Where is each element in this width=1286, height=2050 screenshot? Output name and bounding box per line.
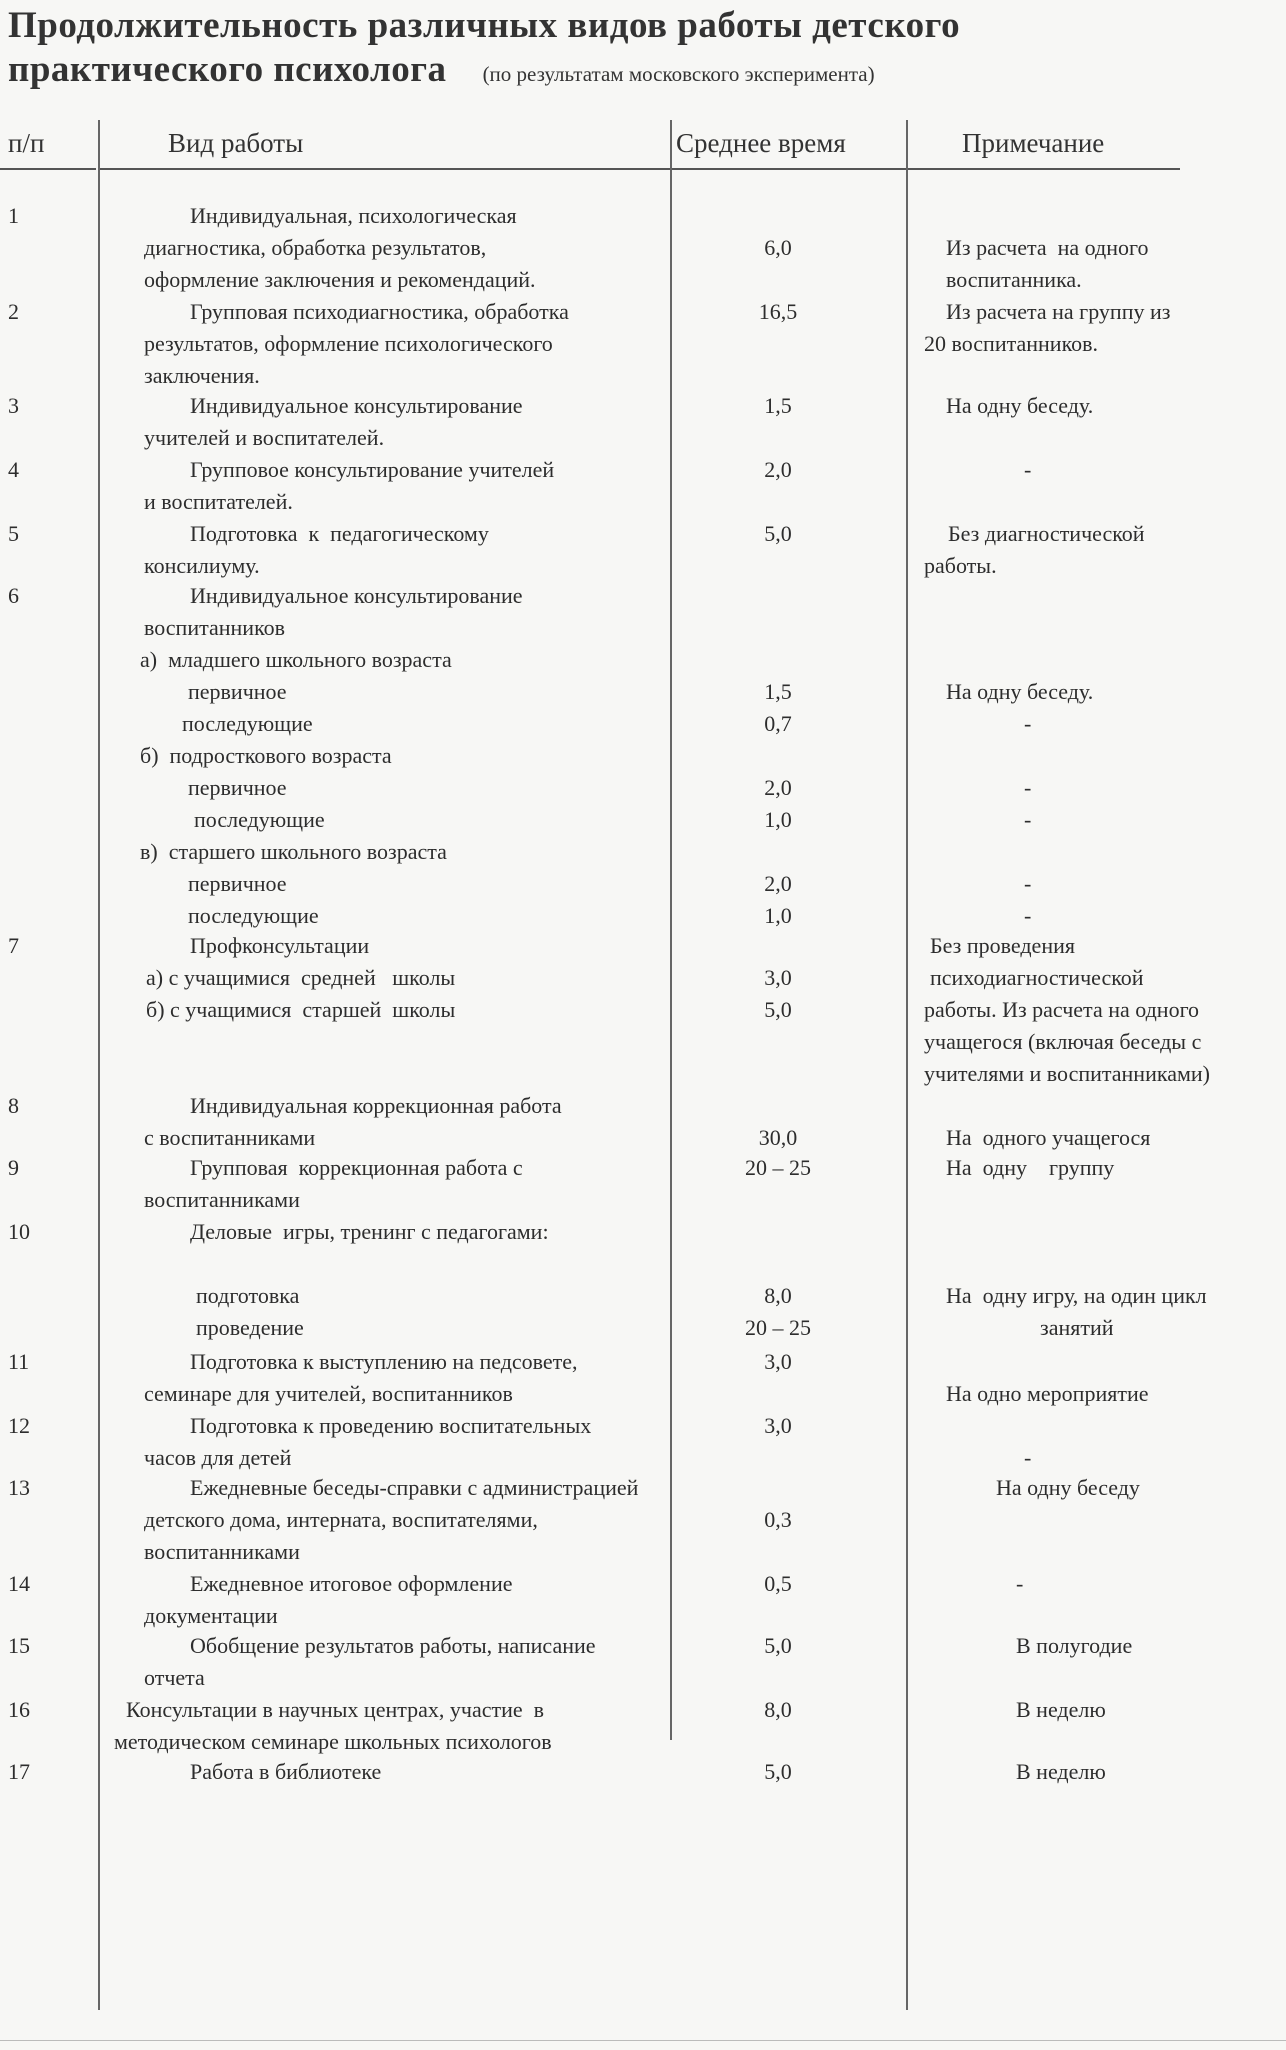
work-description-line: Индивидуальная, психологическая <box>190 203 517 228</box>
work-description-line: Подготовка к выступлению на педсовете, <box>190 1349 578 1374</box>
note-text: 20 воспитанников. <box>924 331 1099 356</box>
note-text: - <box>1024 807 1032 832</box>
work-description-line: Групповая коррекционная работа с <box>190 1155 523 1180</box>
row-number: 8 <box>8 1093 19 1118</box>
work-description-line: Консультации в научных центрах, участие в <box>126 1697 545 1722</box>
note-text: работы. Из расчета на одного <box>924 997 1200 1022</box>
average-time-value: 20 – 25 <box>745 1155 811 1180</box>
work-description-line: первичное <box>188 775 287 800</box>
row-number: 2 <box>8 299 19 324</box>
header-num: п/п <box>8 128 45 158</box>
average-time-value: 2,0 <box>764 871 792 896</box>
work-description-line: отчета <box>144 1665 205 1690</box>
row-number: 9 <box>8 1155 19 1180</box>
row-number: 16 <box>8 1697 30 1722</box>
note-text: учителями и воспитанниками) <box>924 1061 1210 1086</box>
column-divider-num <box>98 120 100 2010</box>
average-time-value: 8,0 <box>764 1697 792 1722</box>
work-description-line: Индивидуальная коррекционная работа <box>190 1093 562 1118</box>
note-text: воспитанника. <box>946 267 1082 292</box>
work-description-line: последующие <box>194 807 325 832</box>
work-description-line: воспитанниками <box>144 1539 300 1564</box>
average-time-value: 30,0 <box>758 1125 798 1150</box>
work-description-line: оформление заключения и рекомендаций. <box>144 267 536 292</box>
title-line-1: Продолжительность различных видов работы детского <box>8 5 961 46</box>
average-time-value: 16,5 <box>758 299 798 324</box>
note-text: психодиагностической <box>930 965 1144 990</box>
note-text: В неделю <box>1016 1759 1106 1784</box>
note-text: - <box>1024 457 1032 482</box>
row-number: 7 <box>8 933 19 958</box>
average-time-value: 2,0 <box>764 457 792 482</box>
average-time-value: 0,3 <box>764 1507 792 1532</box>
average-time-value: 1,5 <box>764 679 792 704</box>
work-description-line: с воспитанниками <box>144 1125 316 1150</box>
work-description-line: последующие <box>182 711 313 736</box>
note-text: - <box>1016 1571 1024 1596</box>
note-text: - <box>1024 711 1032 736</box>
average-time-value: 6,0 <box>764 235 792 260</box>
work-description-line: б) подросткового возраста <box>140 743 392 768</box>
note-text: Без проведения <box>930 933 1075 958</box>
average-time-value: 5,0 <box>764 1759 792 1784</box>
average-time-value: 2,0 <box>764 775 792 800</box>
average-time-value: 1,5 <box>764 393 792 418</box>
work-description-line: последующие <box>188 903 319 928</box>
subtitle: (по результатам московского эксперимента) <box>482 62 875 86</box>
average-time-value: 0,7 <box>764 711 792 736</box>
header-work: Вид работы <box>168 128 304 158</box>
work-description-line: результатов, оформление психологического <box>144 331 553 356</box>
work-description-line: учителей и воспитателей. <box>144 425 385 450</box>
row-number: 5 <box>8 521 19 546</box>
work-description-line: первичное <box>188 679 287 704</box>
note-text: На одну игру, на один цикл <box>946 1283 1207 1308</box>
row-number: 12 <box>8 1413 30 1438</box>
note-text: На одну беседу. <box>946 679 1094 704</box>
average-time-value: 1,0 <box>764 903 792 928</box>
note-text: На одну беседу <box>996 1475 1140 1500</box>
work-description-line: в) старшего школьного возраста <box>140 839 447 864</box>
note-text: В полугодие <box>1016 1633 1133 1658</box>
column-divider-time <box>906 120 908 2010</box>
work-description-line: Подготовка к проведению воспитательных <box>190 1413 592 1438</box>
note-text: Из расчета на группу из <box>946 299 1171 324</box>
note-text: - <box>1024 903 1032 928</box>
work-description-line: б) с учащимися старшей школы <box>146 997 456 1022</box>
title-block <box>8 4 960 96</box>
average-time-value: 20 – 25 <box>745 1315 811 1340</box>
note-text: - <box>1024 1445 1032 1470</box>
row-number: 3 <box>8 393 19 418</box>
header-note: Примечание <box>962 128 1105 158</box>
row-number: 11 <box>8 1349 30 1374</box>
work-description-line: Деловые игры, тренинг с педагогами: <box>190 1219 549 1244</box>
row-number: 13 <box>8 1475 30 1500</box>
work-description-line: диагностика, обработка результатов, <box>144 235 487 260</box>
work-description-line: Групповая психодиагностика, обработка <box>190 299 569 324</box>
bottom-rule <box>0 2040 1286 2041</box>
work-description-line: методическом семинаре школьных психологов <box>114 1729 552 1754</box>
work-description-line: первичное <box>188 871 287 896</box>
work-description-line: проведение <box>196 1315 304 1340</box>
header-rule <box>100 168 1180 170</box>
average-time-value: 0,5 <box>764 1571 792 1596</box>
note-text: - <box>1024 871 1032 896</box>
work-description-line: Работа в библиотеке <box>190 1759 382 1784</box>
work-description-line: Обобщение результатов работы, написание <box>190 1633 596 1658</box>
note-text: Без диагностической <box>948 521 1145 546</box>
average-time-value: 5,0 <box>764 997 792 1022</box>
work-description-line: Подготовка к педагогическому <box>190 521 489 546</box>
work-description-line: воспитанников <box>144 615 286 640</box>
work-description-line: заключения. <box>144 363 260 388</box>
work-description-line: Профконсультации <box>190 933 370 958</box>
row-number: 15 <box>8 1633 30 1658</box>
title-line-2 <box>8 48 960 96</box>
header-time: Среднее время <box>676 128 846 158</box>
work-description-line: документации <box>144 1603 278 1628</box>
title-line-2-text: практического психолога <box>8 49 447 90</box>
work-description-line: и воспитателей. <box>144 489 293 514</box>
work-description-line: часов для детей <box>144 1445 292 1470</box>
work-description-line: Индивидуальное консультирование <box>190 583 523 608</box>
note-text: На одно мероприятие <box>946 1381 1149 1406</box>
work-description-line: подготовка <box>196 1283 300 1308</box>
work-description-line: Индивидуальное консультирование <box>190 393 523 418</box>
row-number: 10 <box>8 1219 30 1244</box>
average-time-value: 1,0 <box>764 807 792 832</box>
average-time-value: 5,0 <box>764 1633 792 1658</box>
row-number: 1 <box>8 203 19 228</box>
work-description-line: воспитанниками <box>144 1187 300 1212</box>
work-description-line: Ежедневное итоговое оформление <box>190 1571 513 1596</box>
work-description-line: семинаре для учителей, воспитанников <box>144 1381 513 1406</box>
row-number: 4 <box>8 457 19 482</box>
work-description-line: а) младшего школьного возраста <box>140 647 452 672</box>
note-text: На одного учащегося <box>946 1125 1151 1150</box>
row-number: 17 <box>8 1759 30 1784</box>
row-number: 6 <box>8 583 19 608</box>
note-text: занятий <box>1040 1315 1114 1340</box>
average-time-value: 3,0 <box>764 1413 792 1438</box>
average-time-value: 5,0 <box>764 521 792 546</box>
note-text: На одну группу <box>946 1155 1115 1180</box>
average-time-value: 8,0 <box>764 1283 792 1308</box>
note-text: - <box>1024 775 1032 800</box>
note-text: Из расчета на одного <box>946 235 1149 260</box>
work-description-line: детского дома, интерната, воспитателями, <box>144 1507 538 1532</box>
note-text: работы. <box>924 553 997 578</box>
work-description-line: Групповое консультирование учителей <box>190 457 555 482</box>
average-time-value: 3,0 <box>764 965 792 990</box>
row-number: 14 <box>8 1571 30 1596</box>
header-rule-num <box>0 168 96 170</box>
work-description-line: Ежедневные беседы-справки с администрацией <box>190 1475 639 1500</box>
average-time-value: 3,0 <box>764 1349 792 1374</box>
note-text: В неделю <box>1016 1697 1106 1722</box>
work-description-line: консилиуму. <box>144 553 260 578</box>
note-text: На одну беседу. <box>946 393 1094 418</box>
note-text: учащегося (включая беседы с <box>924 1029 1202 1054</box>
work-description-line: а) с учащимися средней школы <box>146 965 456 990</box>
